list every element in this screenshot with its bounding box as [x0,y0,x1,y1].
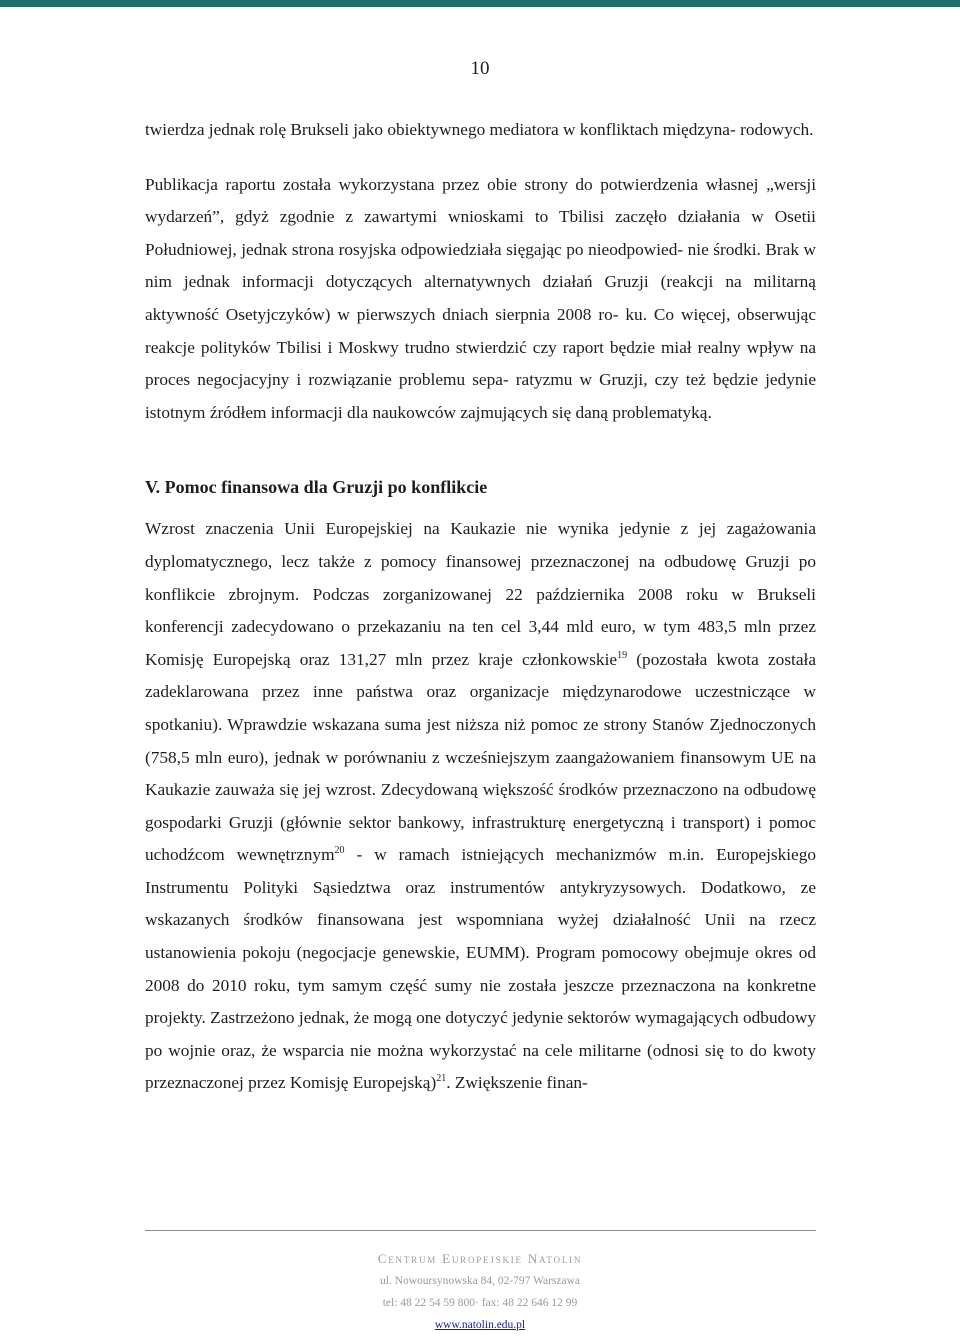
text-run: (pozostała kwota została zadeklarowana przez inne państwa oraz organizacje międzynarodowe uczestniczące w spotkaniu). Wprawdzie wskazana suma jest niższa niż pomoc ze strony Stanów Zjednoczonych (758,5 mln euro), jednak w porównaniu z wcześniejszym zaangażowaniem finansowym UE na Kaukazie zauważa się jej wzrost. Zdecydowaną większość środków przeznaczono na odbudowę gospodarki Gruzji (głównie sektor bankowy, infrastrukturę energetyczną i transport) i pomoc uchodźcom wewnętrznym [145,649,816,865]
text-line: (reakcji na militarną aktywność Osetyjczyków) w pierwszych dniach sierpnia 2008 ro- [145,272,816,324]
text-run: . Zwiększenie finan- [446,1073,588,1093]
footnote-ref: 21 [436,1073,447,1085]
text-line: raport będzie miał realny wpływ na proces negocjacyjny i rozwiązanie problemu sepa- [145,337,817,390]
document-body [145,114,816,1100]
footer-contact: tel: 48 22 54 59 800· fax: 48 22 646 12 99 [382,1297,578,1309]
footer-divider [145,1230,816,1231]
paragraph-3 [145,513,816,1100]
text-run: Wzrost znaczenia Unii Europejskiej na Kaukazie nie wynika jedynie z jej zagażowania dyplomatycznego, lecz także z pomocy finansowej przeznaczonej na odbudowę Gruzji po konflikcie zbrojnym. Podczas zorganizowanej 22 października 2008 roku w Brukseli konferencji zadecydowano o przekazaniu na ten cel 3,44 mld euro, w tym 483,5 mln przez Komisję Europejską oraz 131,27 mln przez kraje członkowskie [145,519,816,669]
text-line: ku. Co więcej, obserwując reakcje polityków Tbilisi i Moskwy trudno stwierdzić czy [145,304,816,357]
page-number: 10 [470,58,490,79]
footnote-ref: 19 [617,649,628,661]
text-line: rodowych. [740,120,814,139]
footer-address: ul. Nowoursynowska 84, 02-797 Warszawa [379,1275,581,1287]
text-line: nie środki. Brak w nim jednak informacji dotyczących alternatywnych działań Gruzji [145,239,816,292]
page-footer [0,1248,960,1336]
text-line: Publikacja raportu została wykorzystana przez obie strony do potwierdzenia własnej [145,174,759,194]
text-run: - w ramach istniejących mechanizmów m.in. Europejskiego Instrumentu Polityki Sąsiedztwa oraz instrumentów antykryzysowych. Dodatkowo, ze wskazanych środków finansowana jest wspomniana wyżej działalność Unii na rzecz ustanowienia pokoju (negocjacje genewskie, EUMM). Program pomocowy obejmuje okres od 2008 do 2010 roku, tym samym część sumy nie została jeszcze przeznaczona na konkretne projekty. Zastrzeżono jednak, że mogą one dotyczyć jedynie sektorów wymagających odbudowy po wojnie oraz, że wsparcia nie można wykorzystać na cele militarne (odnosi się to do kwoty przeznaczonej przez Komisję Europejską) [145,845,816,1093]
text-line: ratyzmu w Gruzji, czy też będzie jedynie istotnym źródłem informacji dla naukowców [145,370,817,422]
section-heading: V. Pomoc finansowa dla Gruzji po konflikcie [145,477,488,498]
paragraph-2 [145,169,816,430]
paragraph-gap [145,147,816,169]
footnote-ref: 20 [334,845,345,857]
top-accent-bar [0,0,960,7]
text-line: twierdza jednak rolę Brukseli jako obiektywnego mediatora w konfliktach międzyna- [145,120,736,139]
text-line: w Osetii Południowej, jednak strona rosyjska odpowiedziała sięgając po nieodpowied- [145,207,816,259]
text-line: zajmujących się daną problematyką. [460,402,712,422]
text-line: „wersji wydarzeń”, gdyż zgodnie z zawartymi wnioskami to Tbilisi zaczęło działania [145,174,816,227]
footer-website-link[interactable]: www.natolin.edu.pl [434,1319,526,1331]
footer-organization: Centrum Europejskie Natolin [377,1251,583,1266]
paragraph-1 [145,114,816,147]
